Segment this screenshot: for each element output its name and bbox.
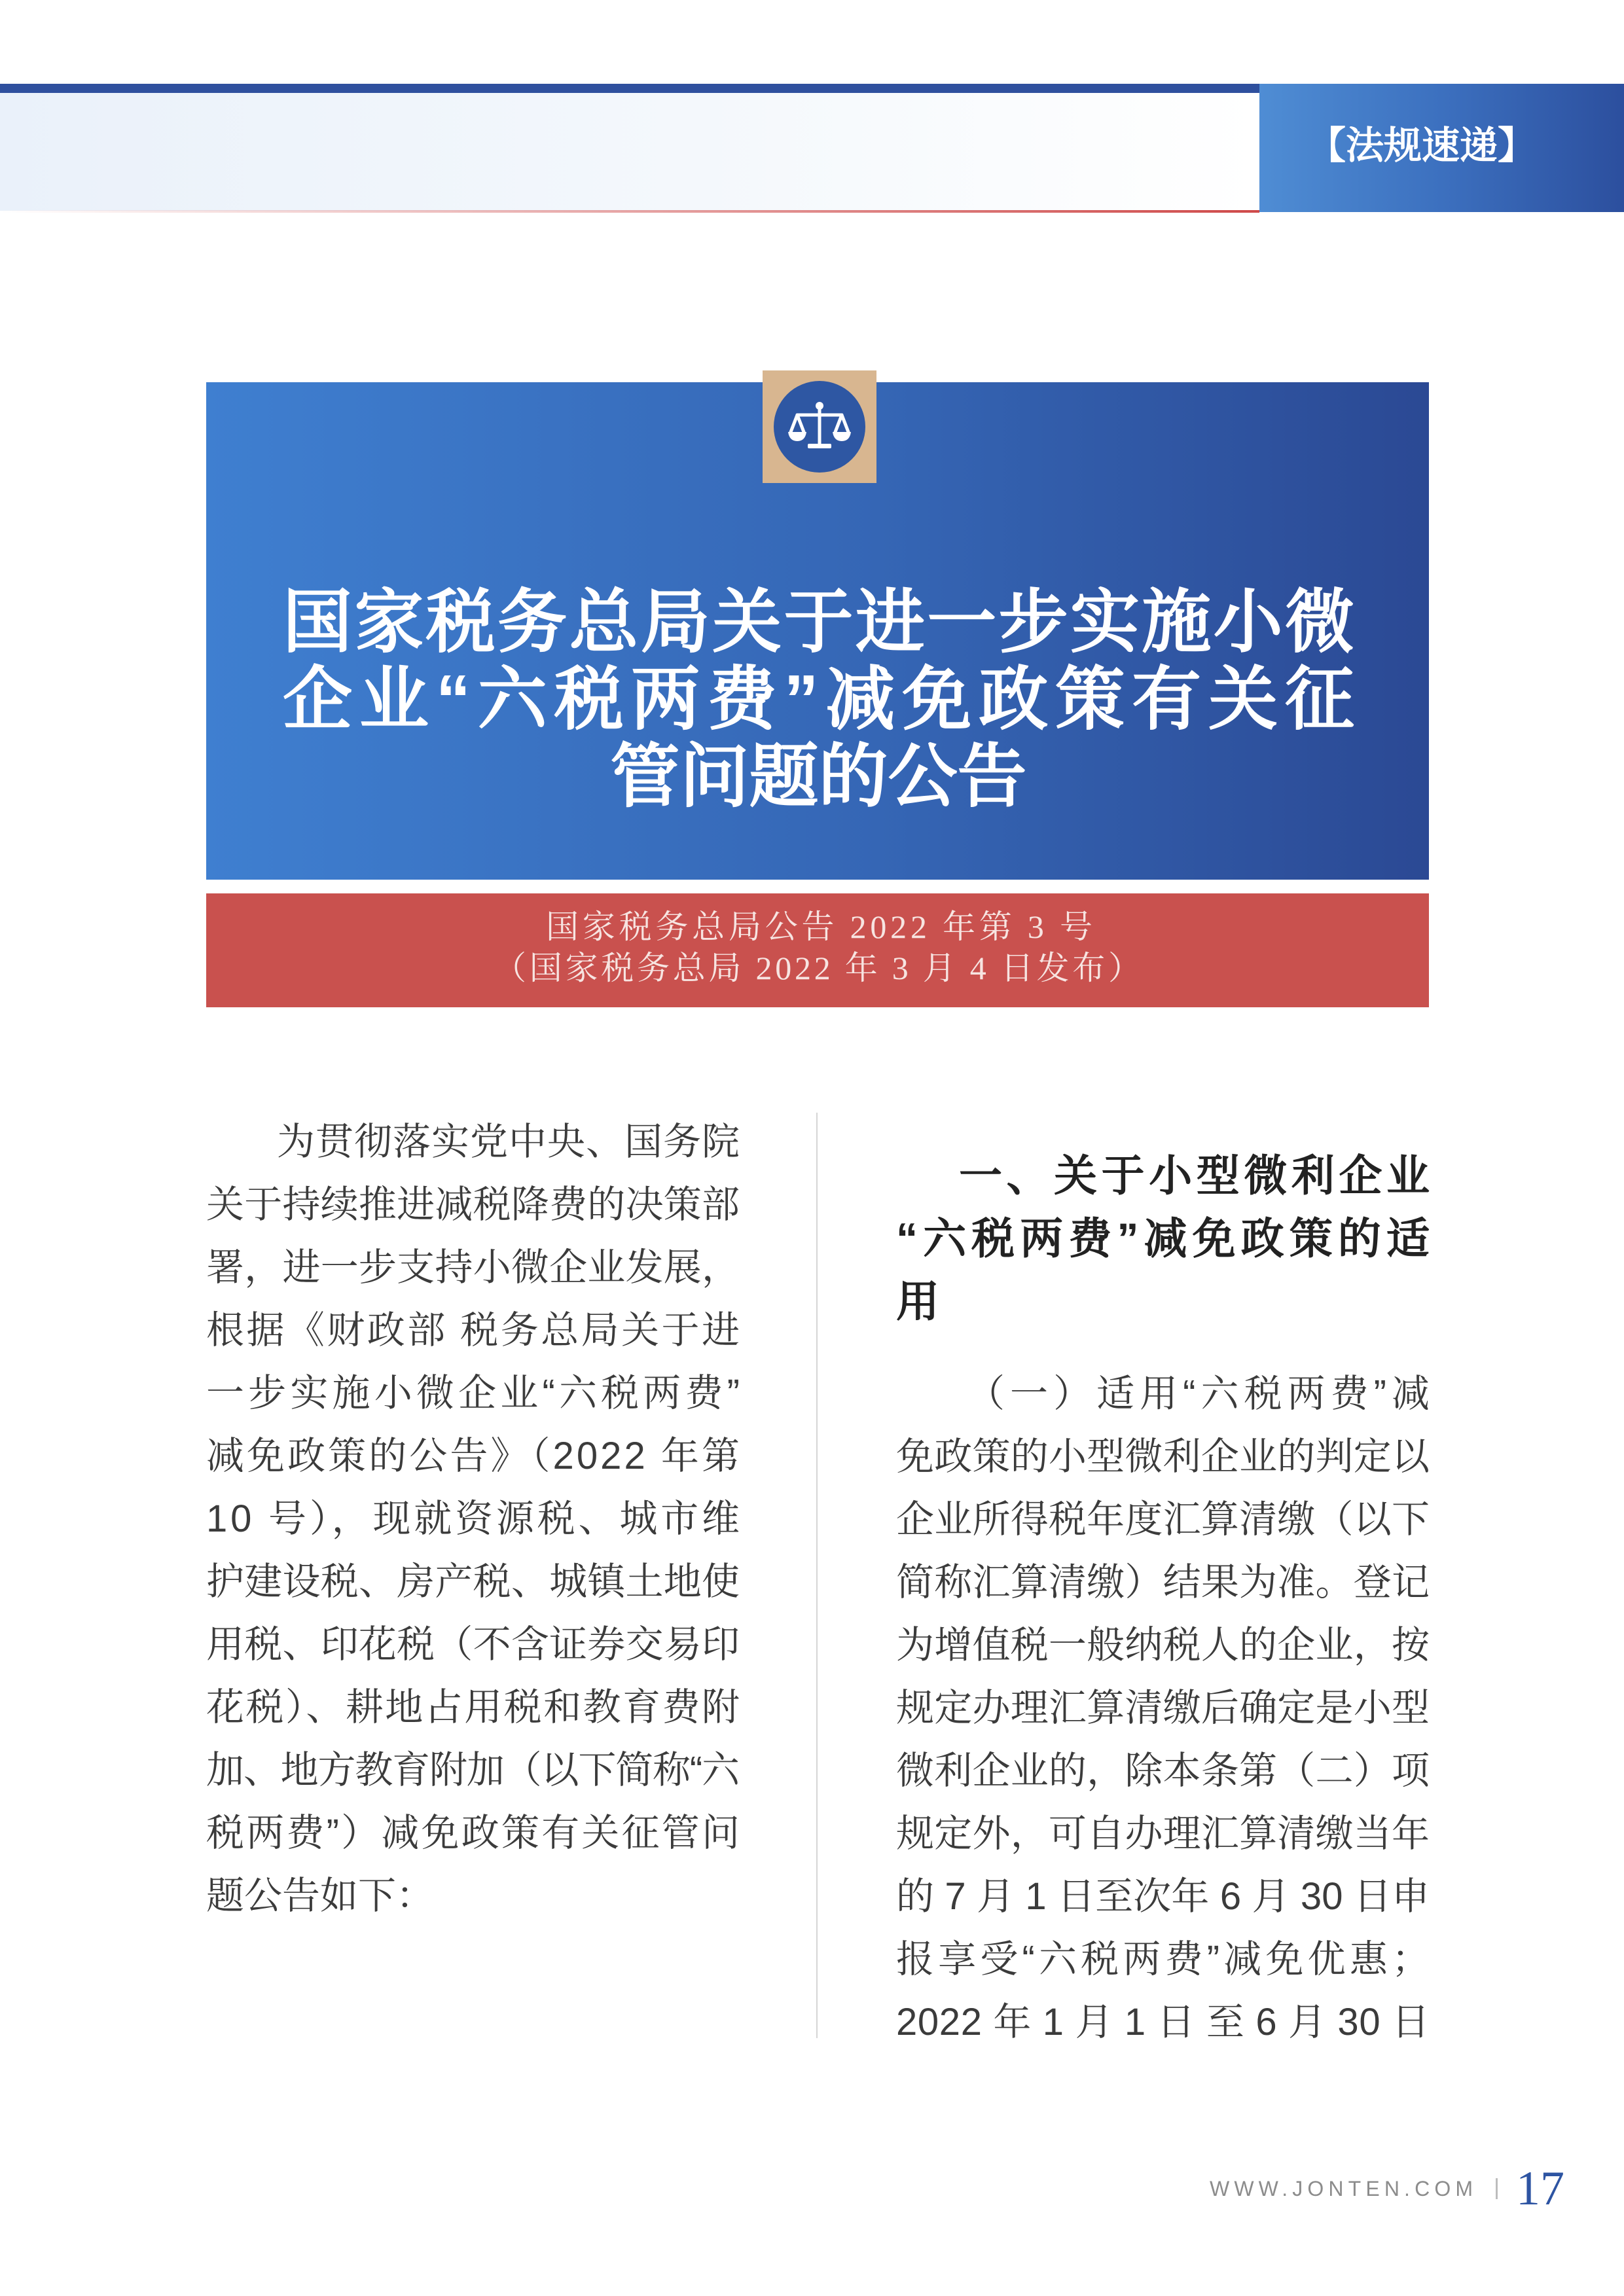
footer-website: WWW.JONTEN.COM	[1210, 2177, 1478, 2200]
intro-line: 税两费”）减免政策有关征管问	[206, 1812, 742, 1854]
section-body-line: 微利企业的，除本条第（二）项	[896, 1749, 1430, 1792]
article-title	[283, 584, 1362, 816]
column-divider	[816, 1113, 818, 2038]
title-badge	[763, 370, 876, 483]
page-number: 17	[1516, 2162, 1564, 2215]
intro-line: 关于持续推进减税降费的决策部	[206, 1183, 740, 1226]
scales-of-justice-icon	[774, 381, 865, 473]
section-tag-box	[1259, 84, 1624, 212]
section-tag: 【法规速递】	[1308, 124, 1536, 167]
intro-column	[206, 1111, 744, 1928]
intro-line: 减免政策的公告》（2022 年第	[206, 1435, 743, 1477]
section-body-line: 2022 年 1 月 1 日 至 6 月 30 日	[896, 2001, 1430, 2043]
title-line: 管问题的公告	[610, 738, 1027, 816]
section-body-line: 规定办理汇算清缴后确定是小型	[896, 1687, 1430, 1729]
section-body-line: 的 7 月 1 日至次年 6 月 30 日申	[896, 1875, 1430, 1918]
header-top-rule	[0, 84, 1259, 93]
section-body-line: 报享受“六税两费”减免优惠；	[896, 1938, 1434, 1981]
footer-separator	[1496, 2178, 1498, 2199]
intro-line: 花税）、耕地占用税和教育费附	[206, 1686, 742, 1729]
section-body-line: （一）适用“六税两费”减	[967, 1372, 1435, 1415]
intro-line: 题公告如下：	[206, 1874, 435, 1917]
intro-line: 护建设税、房产税、城镇土地使	[206, 1560, 740, 1603]
section-heading-line: 用	[896, 1277, 939, 1325]
section-heading-line: “六税两费”减免政策的适	[896, 1214, 1435, 1263]
section-body-line: 企业所得税年度汇算清缴（以下	[896, 1498, 1430, 1541]
announcement-banner	[206, 893, 1429, 1007]
section-body	[896, 1363, 1435, 2054]
issue-note: （国家税务总局 2022 年 3 月 4 日发布）	[494, 950, 1144, 986]
title-line: 国家税务总局关于进一步实施小微	[283, 584, 1357, 661]
announcement-number: 国家税务总局公告 2022 年第 3 号	[546, 908, 1096, 945]
section-body-line: 规定外，可自办理汇算清缴当年	[896, 1812, 1430, 1855]
intro-line: 署，进一步支持小微企业发展，	[206, 1246, 740, 1289]
section-heading	[896, 1144, 1435, 1333]
title-line: 企业“六税两费”减免政策有关征	[283, 661, 1362, 738]
intro-line: 根据《财政部 税务总局关于进	[206, 1309, 742, 1352]
section-body-line: 免政策的小型微利企业的判定以	[896, 1435, 1430, 1478]
section-heading-line: 一、关于小型微利企业	[959, 1151, 1434, 1200]
section-body-line: 简称汇算清缴）结果为准。登记	[896, 1561, 1430, 1604]
header-red-rule	[0, 210, 1259, 213]
section-body-line: 为增值税一般纳税人的企业，按	[896, 1624, 1430, 1666]
header-band	[0, 93, 1259, 211]
intro-line: 一步实施小微企业“六税两费”	[206, 1372, 744, 1414]
intro-line: 10 号），现就资源税、城市维	[206, 1498, 743, 1540]
intro-line: 为贯彻落实党中央、国务院	[277, 1121, 740, 1163]
intro-line: 用税、印花税（不含证券交易印	[206, 1623, 740, 1666]
intro-line: 加、地方教育附加（以下简称“六	[206, 1749, 739, 1791]
badge-circle	[774, 381, 865, 473]
